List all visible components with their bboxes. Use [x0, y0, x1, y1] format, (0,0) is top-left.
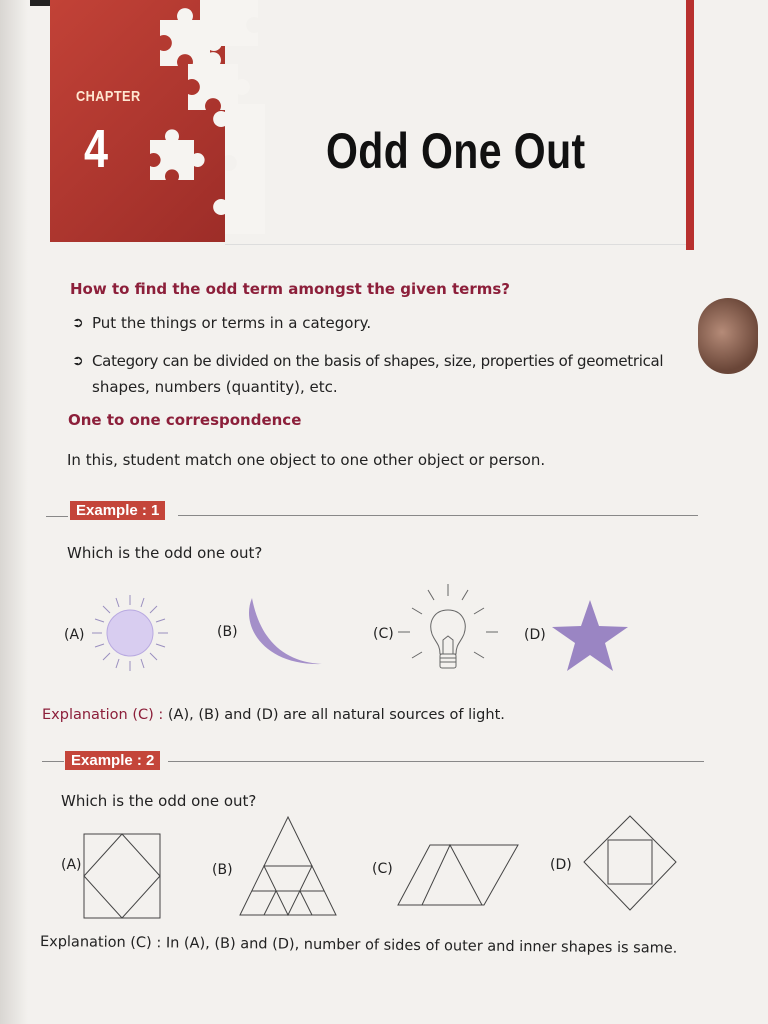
sun-icon [92, 595, 168, 671]
intro-paragraph: In this, student match one object to one other object or person. [67, 451, 546, 469]
example-2-tag: Example : 2 [65, 751, 160, 770]
example-1-explanation [42, 707, 505, 723]
thumb-finger [698, 298, 758, 374]
explanation-text: In (A), (B) and (D), number of sides of outer and inner shapes is same. [165, 935, 678, 957]
bullet-arrow-icon: ➲ [72, 315, 84, 331]
bullet-text-line2: shapes, numbers (quantity), etc. [92, 378, 338, 396]
one-to-one-heading: One to one correspondence [68, 411, 302, 429]
intro-heading: How to find the odd term amongst the given terms? [70, 280, 511, 298]
example-2-explanation [40, 934, 677, 957]
option-label-b: (B) [212, 862, 233, 878]
bullet-text: Put the things or terms in a category. [92, 314, 372, 332]
explanation-lead: Explanation (C) : [39, 934, 162, 952]
option-label-b: (B) [217, 624, 238, 640]
bullet-arrow-icon: ➲ [72, 353, 84, 369]
title-rule [225, 244, 686, 245]
example-rule-left [42, 761, 64, 762]
triangle-in-triangle-figure [238, 815, 338, 919]
explanation-text: (A), (B) and (D) are all natural sources of light. [167, 707, 505, 723]
option-label-d: (D) [550, 857, 572, 873]
star-icon [550, 598, 630, 674]
example-2-question: Which is the odd one out? [61, 792, 257, 810]
example-rule-left [46, 516, 68, 517]
diamond-square-figure [582, 814, 678, 912]
option-label-d: (D) [524, 627, 546, 643]
example-rule-right [178, 515, 698, 516]
example-1-question: Which is the odd one out? [67, 544, 263, 562]
chapter-title: Odd One Out [326, 123, 586, 179]
example-rule-right [168, 761, 704, 762]
chapter-number: 4 [84, 119, 109, 179]
chapter-label: CHAPTER [76, 88, 141, 105]
bulb-icon [398, 582, 498, 682]
bullet-text: Category can be divided on the basis of shapes, size, properties of geometrical [92, 352, 664, 370]
option-label-a: (A) [64, 627, 85, 643]
puzzle-pieces-decoration [140, 0, 280, 240]
page-edge-shadow [0, 0, 28, 1024]
example-1-tag: Example : 1 [70, 501, 165, 520]
option-label-a: (A) [61, 857, 82, 873]
square-in-square-figure [82, 832, 162, 920]
moon-icon [244, 596, 326, 668]
explanation-lead: Explanation (C) : [42, 707, 164, 723]
right-red-rule [686, 0, 694, 250]
option-label-c: (C) [373, 626, 394, 642]
parallelogram-triangles-figure [396, 843, 520, 907]
option-label-c: (C) [372, 861, 393, 877]
